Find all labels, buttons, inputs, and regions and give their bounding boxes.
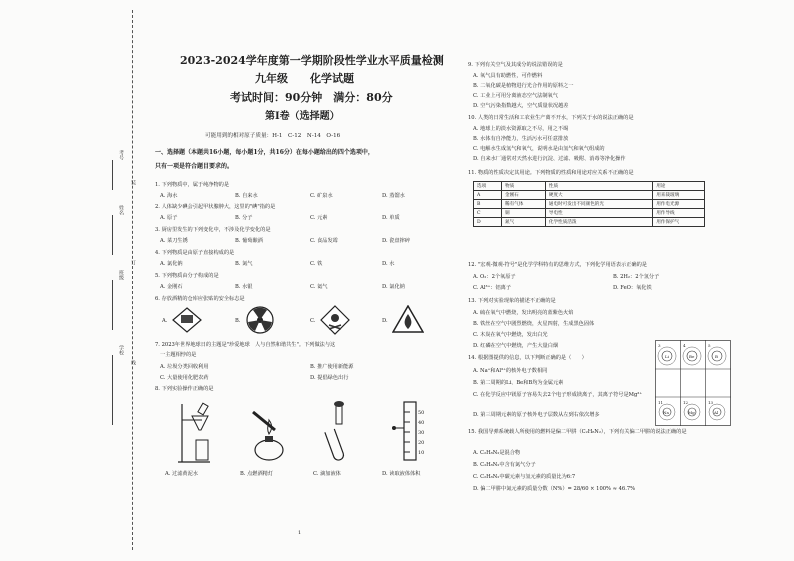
q15-option-b: B. C₂H₈N₂中含有氮气分子 (473, 462, 536, 468)
q2-option-a: A. 原子 (160, 215, 178, 221)
question-11: 11. 物质的性质决定其用途。下列物质的性质和用途对应关系不正确的是 (468, 170, 634, 176)
table-header-cell: 选项 (474, 182, 502, 191)
q12-option-d: D. FeO：氧化铁 (613, 285, 652, 291)
q5-option-a: A. 金刚石 (160, 284, 183, 290)
q14-option-d: D. 第三周期元素的原子核外电子层数从左到右依次增多 (473, 412, 600, 418)
question-6: 6. 存放酒精的仓库应张贴的安全标志是 (155, 296, 245, 302)
graduated-cylinder-icon (390, 398, 436, 464)
dropper-test-tube-icon (318, 400, 366, 464)
q7-option-c: C. 大量使用化肥农药 (160, 375, 209, 381)
question-7-cont: 一主题相悖的是 (160, 352, 197, 358)
element-number: 11 (658, 400, 664, 405)
svg-text:10: 10 (418, 450, 425, 456)
binding-label-name: 姓名 (118, 205, 124, 215)
element-number: 3 (658, 343, 661, 348)
filtration-apparatus-icon (170, 398, 218, 464)
question-4: 4. 下列物质是由原子直接构成的是 (155, 250, 235, 256)
q1-option-b: B. 自来水 (235, 193, 258, 199)
exam-subtitle: 九年级 化学试题 (255, 72, 354, 85)
q14-option-a: A. Na⁺和Al³⁺的核外电子数相同 (473, 368, 548, 374)
q15-option-d: D. 偏二甲肼中氮元素的质量分数（N%）= 28/60 × 100% ≈ 46.7% (473, 486, 636, 492)
element-number: 13 (708, 400, 714, 405)
binding-mark-xian: 线 (130, 360, 136, 365)
cut-line (132, 10, 133, 550)
binding-label-class: 班级 (118, 270, 124, 280)
q10-option-b: B. 水体有自净能力，生活污水可任意排放 (473, 136, 569, 142)
question-12: 12. "宏观-微观-符号"是化学学科特有的思维方式，下列化学用语表示正确的是 (468, 262, 647, 268)
svg-text:20: 20 (418, 440, 425, 446)
q8-option-b: B. 点燃酒精灯 (240, 471, 274, 477)
atomic-masses: 可能用到的相对原子质量：H-1 C-12 N-14 O-16 (205, 133, 341, 139)
q6-option-b: B. (235, 318, 241, 324)
table-cell: 氮气 (501, 218, 545, 227)
q3-option-d: D. 瓷盘摔碎 (382, 238, 411, 244)
table-cell: 导电性 (545, 209, 652, 218)
q6-option-d: D. (382, 318, 388, 324)
q12-option-a: A. O₂：2个氧原子 (473, 274, 516, 280)
q10-option-c: C. 电解水生成氢气和氧气，说明水是由氢气和氧气组成的 (473, 146, 605, 152)
q5-option-b: B. 水银 (235, 284, 253, 290)
q15-option-c: C. C₂H₈N₂中碳元素与氢元素的质量比为6:7 (473, 474, 576, 480)
q9-option-a: A. 氧气具有助燃性，可作燃料 (473, 73, 543, 79)
q13-option-a: A. 硫在氧气中燃烧，发出明亮的蓝紫色火焰 (473, 310, 574, 316)
properties-table (473, 181, 705, 227)
table-cell: 用来裁玻璃 (653, 191, 705, 200)
q9-option-d: D. 空气污染指数越大，空气质量状况越差 (473, 103, 569, 109)
table-row (474, 209, 705, 218)
q2-option-b: B. 分子 (235, 215, 253, 221)
question-14: 14. 根据图提供的信息，以下判断正确的是（ ） (468, 355, 587, 361)
table-header-row (474, 182, 705, 191)
q10-option-d: D. 自来水厂通常对天然水进行沉淀、过滤、吸附、消毒等净化操作 (473, 156, 626, 162)
question-15: 15. 我国导弹系统载人所使用的燃料是偏二甲肼（C₂H₈N₂），下列有关偏二甲肼的说法正确的是 (468, 429, 687, 435)
q1-option-c: C. 矿泉水 (310, 193, 333, 199)
q4-option-d: D. 水 (382, 261, 395, 267)
svg-text:50: 50 (418, 410, 425, 416)
q7-option-b: B. 推广使用新能源 (310, 364, 354, 370)
q1-option-d: D. 蒸馏水 (382, 193, 405, 199)
q15-option-a: A. C₂H₈N₂是混合物 (473, 450, 521, 456)
q4-option-b: B. 氮气 (235, 261, 253, 267)
radiation-sign-icon (245, 305, 275, 335)
element-symbol: Al (714, 410, 719, 415)
table-cell: 硬度大 (545, 191, 652, 200)
q3-option-a: A. 菜刀生锈 (160, 238, 188, 244)
q4-option-a: A. 氯化钠 (160, 261, 183, 267)
element-symbol: Mg (688, 410, 695, 415)
table-cell: 用作电光源 (653, 200, 705, 209)
q9-option-c: C. 工业上可用分离液态空气法制氧气 (473, 93, 558, 99)
table-cell: 用作导线 (653, 209, 705, 218)
table-cell: A (474, 191, 502, 200)
question-2: 2. 人体缺少碘会引起甲状腺肿大，这里的"碘"指的是 (155, 204, 276, 210)
q4-option-c: C. 铁 (310, 261, 323, 267)
periodic-table-fragment (655, 340, 731, 426)
svg-text:40: 40 (418, 420, 425, 426)
q3-option-c: C. 食品发霉 (310, 238, 338, 244)
alcohol-lamp-icon (245, 400, 293, 464)
table-cell: 铜 (501, 209, 545, 218)
element-number: 4 (683, 343, 686, 348)
question-8: 8. 下列实验操作正确的是 (155, 386, 214, 392)
question-9: 9. 下列有关空气及其成分的说法错误的是 (468, 62, 563, 68)
element-symbol: Na (663, 410, 669, 415)
q3-option-b: B. 葡萄酿酒 (235, 238, 263, 244)
section1-heading: 一、选择题（本题共16小题，每小题1分，共16分）在每小题给出的四个选项中， (155, 149, 374, 156)
table-cell: 稀有气体 (501, 200, 545, 209)
binding-mark-zhuang: 装 (130, 180, 136, 185)
table-row (474, 191, 705, 200)
left-column (150, 0, 452, 561)
q7-option-d: D. 提倡绿色出行 (310, 375, 349, 381)
q7-option-a: A. 垃圾分类回收利用 (160, 364, 209, 370)
question-5: 5. 下列物质由分子构成的是 (155, 273, 219, 279)
section1-heading-cont: 只有一项是符合题目要求的。 (155, 163, 234, 170)
element-symbol: Be (689, 354, 695, 359)
q14-option-b: B. 第二周期的Li、Be和B均为金属元素 (473, 380, 564, 386)
table-row (474, 218, 705, 227)
corrosive-sign-icon (172, 307, 202, 333)
q2-option-c: C. 元素 (310, 215, 328, 221)
element-symbol: Li (665, 354, 669, 359)
q8-option-d: D. 读取液体体积 (382, 471, 421, 477)
q10-option-a: A. 地球上的淡水资源取之不尽，用之不竭 (473, 126, 569, 132)
q6-option-a: A. (162, 318, 168, 324)
q13-option-b: B. 铁丝在空气中剧烈燃烧，火星四射，生成黑色固体 (473, 321, 595, 327)
binding-mark-ding: 订 (130, 260, 136, 265)
element-number: 5 (708, 343, 711, 348)
table-cell: 化学性质活泼 (545, 218, 652, 227)
question-3: 3. 厨房里发生的下列变化中，不涉及化学变化的是 (155, 227, 271, 233)
question-7: 7. 2023年世界地球日的主题是"珍爱地球 人与自然和谐共生"。下列做法与这 (155, 342, 336, 348)
table-cell: D (474, 218, 502, 227)
q8-option-a: A. 过滤黄泥水 (165, 471, 198, 477)
page-number: 1 (298, 530, 302, 536)
q2-option-d: D. 单质 (382, 215, 400, 221)
toxic-sign-icon (320, 305, 350, 335)
table-cell: 用作保护气 (653, 218, 705, 227)
element-number: 12 (683, 400, 689, 405)
q12-option-c: C. Al³⁺：铝离子 (473, 285, 512, 291)
exam-info: 考试时间：90分钟 满分：80分 (230, 91, 393, 104)
q13-option-c: C. 木炭在氧气中燃烧，发出白光 (473, 332, 548, 338)
q6-option-c: C. (310, 318, 316, 324)
table-header-cell: 性质 (545, 182, 652, 191)
q9-option-b: B. 二氧化碳是植物进行光合作用的原料之一 (473, 83, 574, 89)
flammable-sign-icon (392, 305, 424, 333)
table-cell: 金刚石 (501, 191, 545, 200)
q14-option-c: C. 在化学反应中镁原子容易失去2个电子形成镁离子，其离子符号是Mg²⁺ (473, 392, 643, 398)
binding-label-school: 学校 (118, 345, 124, 355)
q1-option-a: A. 海水 (160, 193, 178, 199)
right-column (463, 0, 787, 561)
exam-title: 2023-2024学年度第一学期阶段性学业水平质量检测 (180, 54, 444, 67)
element-symbol: B (715, 354, 718, 359)
q12-option-b: B. 2H₂：2个氢分子 (613, 274, 660, 280)
question-10: 10. 人类的日常生活和工农业生产离不开水，下列关于水的说法正确的是 (468, 115, 634, 121)
question-1: 1. 下列物质中，属于纯净物的是 (155, 182, 230, 188)
table-cell: B (474, 200, 502, 209)
table-header-cell: 物质 (501, 182, 545, 191)
binding-strip (0, 0, 150, 561)
table-cell: C (474, 209, 502, 218)
binding-label-id: 考号 (118, 150, 124, 160)
table-header-cell: 用途 (653, 182, 705, 191)
q8-option-c: C. 滴加液体 (313, 471, 341, 477)
section-title: 第Ⅰ卷（选择题） (265, 111, 340, 122)
q5-option-d: D. 氯化钠 (382, 284, 405, 290)
q13-option-d: D. 红磷在空气中燃烧，产生大量白烟 (473, 343, 559, 349)
question-13: 13. 下列对实验现象的描述不正确的是 (468, 298, 556, 304)
table-cell: 通电时可发出不同颜色的光 (545, 200, 652, 209)
svg-text:30: 30 (418, 430, 425, 436)
table-row (474, 200, 705, 209)
q5-option-c: C. 氦气 (310, 284, 328, 290)
